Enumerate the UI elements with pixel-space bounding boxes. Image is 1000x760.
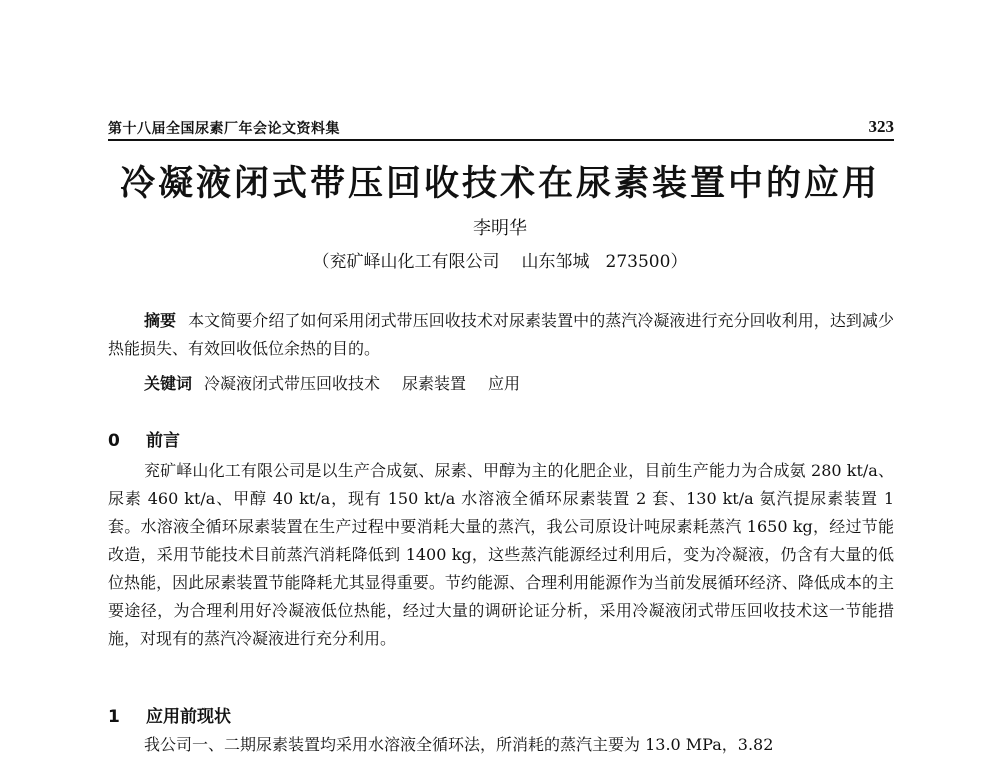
- affiliation: [0, 250, 1000, 274]
- section-title: 前言: [146, 431, 180, 451]
- section-number: 1: [108, 707, 120, 727]
- abstract: [108, 307, 894, 363]
- affiliation-org: （兖矿峄山化工有限公司: [312, 252, 500, 272]
- section-heading: [108, 703, 231, 731]
- keyword-item: 应用: [488, 374, 521, 393]
- running-header: [108, 117, 894, 141]
- keyword-item: 冷凝液闭式带压回收技术: [204, 374, 381, 393]
- section-number: 0: [108, 431, 120, 451]
- journal-name: 第十八届全国尿素厂年会论文资料集: [108, 121, 340, 137]
- page-number: 323: [868, 117, 894, 136]
- section-heading: [108, 427, 180, 455]
- body-paragraph: 兖矿峄山化工有限公司是以生产合成氨、尿素、甲醇为主的化肥企业，目前生产能力为合成氨 280 kt/a、尿素 460 kt/a、甲醇 40 kt/a，现有 150 kt/a 水溶液全循环尿素装置 2 套、130 kt/a 氨汽提尿素装置 1 套。水溶液全循环尿素装置在生产过程中要消耗大量的蒸汽，我公司原设计吨尿素耗蒸汽 1650 kg，经过节能改造，采用节能技术目前蒸汽消耗降低到 1400 kg，这些蒸汽能源经过利用后，变为冷凝液，仍含有大量的低位热能，因此尿素装置节能降耗尤其显得重要。节约能源、合理利用能源作为当前发展循环经济、降低成本的主要途径，为合理利用好冷凝液低位热能，经过大量的调研论证分析，采用冷凝液闭式带压回收技术这一节能措施，对现有的蒸汽冷凝液进行充分利用。: [108, 461, 894, 648]
- affiliation-zip: 273500）: [605, 252, 688, 272]
- paper-title: 冷凝液闭式带压回收技术在尿素装置中的应用: [119, 164, 880, 204]
- section-title: 应用前现状: [146, 707, 231, 727]
- keywords: [144, 370, 542, 398]
- author-name: 李明华: [473, 218, 527, 239]
- affiliation-place: 山东邹城: [521, 252, 590, 272]
- keywords-label: 关键词: [144, 374, 193, 393]
- body-paragraph: 我公司一、二期尿素装置均采用水溶液全循环法，所消耗的蒸汽主要为 13.0 MPa，3.82: [144, 735, 774, 754]
- abstract-text: 本文简要介绍了如何采用闭式带压回收技术对尿素装置中的蒸汽冷凝液进行充分回收利用，达到减少热能损失、有效回收低位余热的目的。: [108, 311, 894, 358]
- abstract-label: 摘要: [144, 311, 177, 330]
- keyword-item: 尿素装置: [402, 374, 467, 393]
